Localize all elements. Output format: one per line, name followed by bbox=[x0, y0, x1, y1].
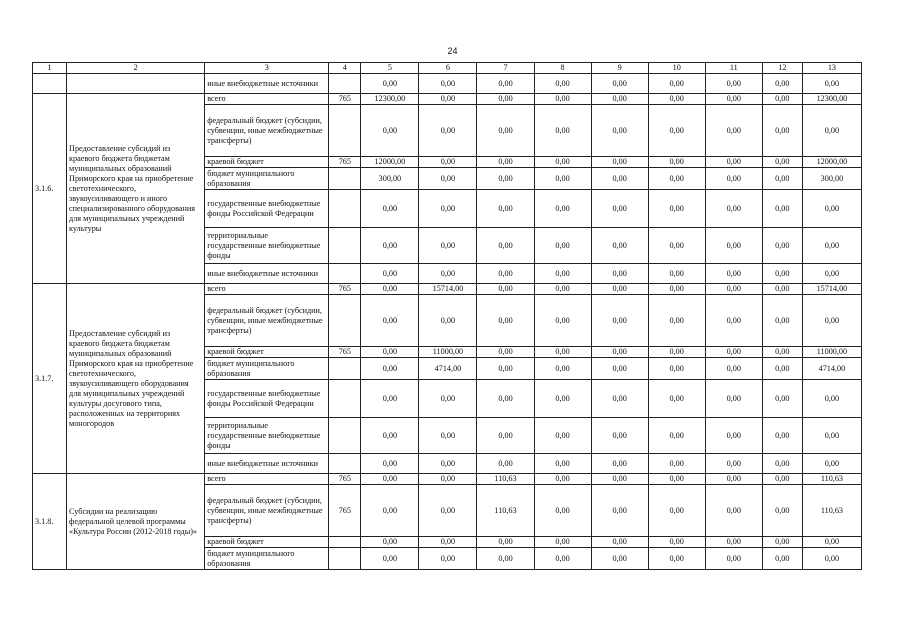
amount-cell: 0,00 bbox=[762, 264, 802, 284]
amount-cell: 0,00 bbox=[762, 358, 802, 380]
funding-source: всего bbox=[205, 284, 329, 295]
amount-cell: 0,00 bbox=[591, 358, 648, 380]
amount-cell: 0,00 bbox=[762, 284, 802, 295]
amount-cell: 0,00 bbox=[477, 94, 534, 105]
funding-source: иные внебюджетные источники bbox=[205, 74, 329, 94]
amount-cell: 0,00 bbox=[419, 228, 477, 264]
funding-source: государственные внебюджетные фонды Российской Федерации bbox=[205, 190, 329, 228]
amount-cell: 0,00 bbox=[648, 537, 705, 548]
amount-cell: 0,00 bbox=[802, 418, 861, 454]
amount-cell: 0,00 bbox=[762, 94, 802, 105]
amount-cell: 0,00 bbox=[648, 347, 705, 358]
amount-cell: 0,00 bbox=[419, 168, 477, 190]
amount-cell: 0,00 bbox=[762, 157, 802, 168]
amount-cell: 0,00 bbox=[591, 548, 648, 570]
amount-cell: 110,63 bbox=[802, 485, 861, 537]
amount-cell: 11000,00 bbox=[802, 347, 861, 358]
amount-cell: 15714,00 bbox=[802, 284, 861, 295]
amount-cell: 0,00 bbox=[591, 94, 648, 105]
amount-cell: 0,00 bbox=[762, 537, 802, 548]
amount-cell: 110,63 bbox=[477, 485, 534, 537]
table-row bbox=[33, 74, 862, 94]
budget-code: 765 bbox=[329, 157, 361, 168]
amount-cell: 0,00 bbox=[534, 105, 591, 157]
item-description: Предоставление субсидий из краевого бюджета бюджетам муниципальных образований Приморского края на приобретение светотехнического, звукоусиливающего и иного специализированного оборудования для муниципальных учреждений культуры bbox=[67, 94, 205, 284]
amount-cell: 0,00 bbox=[477, 264, 534, 284]
item-code: 3.1.8. bbox=[33, 474, 67, 570]
amount-cell: 0,00 bbox=[648, 157, 705, 168]
amount-cell: 0,00 bbox=[705, 284, 762, 295]
budget-code bbox=[329, 168, 361, 190]
amount-cell: 300,00 bbox=[802, 168, 861, 190]
budget-code bbox=[329, 228, 361, 264]
amount-cell: 12000,00 bbox=[802, 157, 861, 168]
funding-source: иные внебюджетные источники bbox=[205, 264, 329, 284]
amount-cell: 0,00 bbox=[534, 537, 591, 548]
amount-cell: 0,00 bbox=[419, 94, 477, 105]
amount-cell: 0,00 bbox=[419, 537, 477, 548]
column-number-10: 10 bbox=[648, 63, 705, 74]
column-number-12: 12 bbox=[762, 63, 802, 74]
amount-cell: 12300,00 bbox=[361, 94, 419, 105]
table-row bbox=[33, 284, 862, 295]
amount-cell: 0,00 bbox=[705, 380, 762, 418]
amount-cell: 0,00 bbox=[705, 485, 762, 537]
amount-cell: 0,00 bbox=[419, 380, 477, 418]
amount-cell: 0,00 bbox=[361, 105, 419, 157]
amount-cell: 0,00 bbox=[419, 485, 477, 537]
column-number-7: 7 bbox=[477, 63, 534, 74]
amount-cell: 0,00 bbox=[534, 474, 591, 485]
amount-cell: 0,00 bbox=[419, 74, 477, 94]
amount-cell: 0,00 bbox=[648, 228, 705, 264]
amount-cell: 0,00 bbox=[705, 94, 762, 105]
amount-cell: 0,00 bbox=[361, 418, 419, 454]
budget-code: 765 bbox=[329, 94, 361, 105]
amount-cell: 0,00 bbox=[648, 168, 705, 190]
budget-code bbox=[329, 295, 361, 347]
funding-source: бюджет муниципального образования bbox=[205, 548, 329, 570]
funding-source: всего bbox=[205, 94, 329, 105]
amount-cell: 0,00 bbox=[648, 94, 705, 105]
amount-cell: 0,00 bbox=[802, 105, 861, 157]
amount-cell: 0,00 bbox=[534, 157, 591, 168]
funding-source: территориальные государственные внебюджетные фонды bbox=[205, 418, 329, 454]
amount-cell: 0,00 bbox=[705, 295, 762, 347]
amount-cell: 0,00 bbox=[705, 474, 762, 485]
item-description bbox=[67, 74, 205, 94]
amount-cell: 0,00 bbox=[419, 295, 477, 347]
amount-cell: 110,63 bbox=[477, 474, 534, 485]
amount-cell: 0,00 bbox=[419, 190, 477, 228]
amount-cell: 0,00 bbox=[534, 485, 591, 537]
column-number-9: 9 bbox=[591, 63, 648, 74]
amount-cell: 0,00 bbox=[534, 94, 591, 105]
amount-cell: 0,00 bbox=[534, 74, 591, 94]
amount-cell: 15714,00 bbox=[419, 284, 477, 295]
amount-cell: 0,00 bbox=[762, 295, 802, 347]
amount-cell: 0,00 bbox=[762, 418, 802, 454]
amount-cell: 0,00 bbox=[534, 284, 591, 295]
amount-cell: 0,00 bbox=[762, 485, 802, 537]
amount-cell: 0,00 bbox=[477, 537, 534, 548]
amount-cell: 0,00 bbox=[591, 454, 648, 474]
amount-cell: 0,00 bbox=[477, 347, 534, 358]
amount-cell: 0,00 bbox=[477, 190, 534, 228]
amount-cell: 0,00 bbox=[762, 105, 802, 157]
amount-cell: 0,00 bbox=[802, 537, 861, 548]
amount-cell: 0,00 bbox=[361, 537, 419, 548]
amount-cell: 0,00 bbox=[705, 454, 762, 474]
budget-code bbox=[329, 105, 361, 157]
funding-source: государственные внебюджетные фонды Российской Федерации bbox=[205, 380, 329, 418]
budget-code bbox=[329, 418, 361, 454]
amount-cell: 0,00 bbox=[648, 454, 705, 474]
funding-source: краевой бюджет bbox=[205, 347, 329, 358]
budget-code: 765 bbox=[329, 347, 361, 358]
amount-cell: 0,00 bbox=[419, 474, 477, 485]
amount-cell: 0,00 bbox=[802, 74, 861, 94]
amount-cell: 0,00 bbox=[762, 548, 802, 570]
amount-cell: 0,00 bbox=[477, 284, 534, 295]
amount-cell: 0,00 bbox=[477, 228, 534, 264]
amount-cell: 0,00 bbox=[591, 168, 648, 190]
budget-code bbox=[329, 264, 361, 284]
amount-cell: 0,00 bbox=[361, 548, 419, 570]
amount-cell: 0,00 bbox=[648, 295, 705, 347]
amount-cell: 0,00 bbox=[591, 190, 648, 228]
amount-cell: 0,00 bbox=[361, 284, 419, 295]
amount-cell: 0,00 bbox=[477, 105, 534, 157]
column-number-2: 2 bbox=[67, 63, 205, 74]
amount-cell: 0,00 bbox=[705, 548, 762, 570]
amount-cell: 0,00 bbox=[802, 380, 861, 418]
amount-cell: 0,00 bbox=[534, 454, 591, 474]
table-row bbox=[33, 474, 862, 485]
budget-code: 765 bbox=[329, 284, 361, 295]
budget-code bbox=[329, 74, 361, 94]
amount-cell: 0,00 bbox=[591, 264, 648, 284]
funding-source: федеральный бюджет (субсидии, субвенции, иные межбюджетные трансферты) bbox=[205, 105, 329, 157]
column-number-3: 3 bbox=[205, 63, 329, 74]
amount-cell: 4714,00 bbox=[802, 358, 861, 380]
amount-cell: 0,00 bbox=[477, 454, 534, 474]
amount-cell: 0,00 bbox=[534, 295, 591, 347]
amount-cell: 0,00 bbox=[419, 454, 477, 474]
amount-cell: 0,00 bbox=[705, 168, 762, 190]
amount-cell: 11000,00 bbox=[419, 347, 477, 358]
amount-cell: 0,00 bbox=[802, 228, 861, 264]
amount-cell: 0,00 bbox=[762, 474, 802, 485]
amount-cell: 0,00 bbox=[419, 264, 477, 284]
amount-cell: 0,00 bbox=[534, 548, 591, 570]
amount-cell: 0,00 bbox=[648, 358, 705, 380]
amount-cell: 0,00 bbox=[648, 264, 705, 284]
amount-cell: 0,00 bbox=[802, 190, 861, 228]
amount-cell: 0,00 bbox=[705, 228, 762, 264]
amount-cell: 0,00 bbox=[591, 284, 648, 295]
amount-cell: 0,00 bbox=[361, 358, 419, 380]
amount-cell: 0,00 bbox=[591, 347, 648, 358]
amount-cell: 12000,00 bbox=[361, 157, 419, 168]
funding-source: краевой бюджет bbox=[205, 537, 329, 548]
amount-cell: 0,00 bbox=[419, 157, 477, 168]
amount-cell: 0,00 bbox=[591, 74, 648, 94]
column-number-1: 1 bbox=[33, 63, 67, 74]
amount-cell: 110,63 bbox=[802, 474, 861, 485]
funding-source: бюджет муниципального образования bbox=[205, 168, 329, 190]
amount-cell: 0,00 bbox=[591, 537, 648, 548]
budget-code bbox=[329, 380, 361, 418]
amount-cell: 0,00 bbox=[705, 358, 762, 380]
amount-cell: 0,00 bbox=[648, 105, 705, 157]
budget-code bbox=[329, 537, 361, 548]
funding-source: федеральный бюджет (субсидии, субвенции, иные межбюджетные трансферты) bbox=[205, 295, 329, 347]
amount-cell: 0,00 bbox=[477, 168, 534, 190]
amount-cell: 0,00 bbox=[591, 228, 648, 264]
amount-cell: 0,00 bbox=[591, 418, 648, 454]
amount-cell: 0,00 bbox=[705, 264, 762, 284]
amount-cell: 0,00 bbox=[705, 190, 762, 228]
funding-source: бюджет муниципального образования bbox=[205, 358, 329, 380]
amount-cell: 0,00 bbox=[477, 380, 534, 418]
amount-cell: 0,00 bbox=[361, 380, 419, 418]
item-code: 3.1.7. bbox=[33, 284, 67, 474]
funding-source: краевой бюджет bbox=[205, 157, 329, 168]
amount-cell: 4714,00 bbox=[419, 358, 477, 380]
column-number-6: 6 bbox=[419, 63, 477, 74]
amount-cell: 0,00 bbox=[361, 295, 419, 347]
amount-cell: 0,00 bbox=[477, 548, 534, 570]
column-number-13: 13 bbox=[802, 63, 861, 74]
budget-code bbox=[329, 548, 361, 570]
amount-cell: 12300,00 bbox=[802, 94, 861, 105]
amount-cell: 0,00 bbox=[802, 295, 861, 347]
amount-cell: 0,00 bbox=[361, 485, 419, 537]
amount-cell: 0,00 bbox=[648, 190, 705, 228]
amount-cell: 0,00 bbox=[477, 74, 534, 94]
amount-cell: 0,00 bbox=[705, 74, 762, 94]
amount-cell: 0,00 bbox=[705, 418, 762, 454]
amount-cell: 0,00 bbox=[361, 74, 419, 94]
amount-cell: 0,00 bbox=[361, 454, 419, 474]
amount-cell: 0,00 bbox=[705, 157, 762, 168]
amount-cell: 0,00 bbox=[648, 284, 705, 295]
amount-cell: 0,00 bbox=[534, 358, 591, 380]
funding-source: иные внебюджетные источники bbox=[205, 454, 329, 474]
amount-cell: 0,00 bbox=[648, 418, 705, 454]
column-number-4: 4 bbox=[329, 63, 361, 74]
amount-cell: 0,00 bbox=[591, 295, 648, 347]
amount-cell: 0,00 bbox=[361, 264, 419, 284]
funding-source: федеральный бюджет (субсидии, субвенции, иные межбюджетные трансферты) bbox=[205, 485, 329, 537]
amount-cell: 0,00 bbox=[648, 74, 705, 94]
item-description: Предоставление субсидий из краевого бюджета бюджетам муниципальных образований Приморского края на приобретение светотехнического, звукоусиливающего оборудования для муниципальных учреждений культуры досугового типа, расположенных на территориях моногородов bbox=[67, 284, 205, 474]
amount-cell: 0,00 bbox=[534, 380, 591, 418]
amount-cell: 0,00 bbox=[802, 264, 861, 284]
item-code bbox=[33, 74, 67, 94]
amount-cell: 0,00 bbox=[762, 454, 802, 474]
amount-cell: 0,00 bbox=[591, 485, 648, 537]
amount-cell: 0,00 bbox=[762, 380, 802, 418]
amount-cell: 0,00 bbox=[534, 168, 591, 190]
amount-cell: 0,00 bbox=[361, 228, 419, 264]
budget-code bbox=[329, 190, 361, 228]
amount-cell: 300,00 bbox=[361, 168, 419, 190]
amount-cell: 0,00 bbox=[705, 105, 762, 157]
table-row bbox=[33, 94, 862, 105]
amount-cell: 0,00 bbox=[361, 474, 419, 485]
amount-cell: 0,00 bbox=[802, 454, 861, 474]
column-number-8: 8 bbox=[534, 63, 591, 74]
amount-cell: 0,00 bbox=[591, 105, 648, 157]
column-number-5: 5 bbox=[361, 63, 419, 74]
amount-cell: 0,00 bbox=[762, 74, 802, 94]
budget-code bbox=[329, 454, 361, 474]
amount-cell: 0,00 bbox=[361, 347, 419, 358]
amount-cell: 0,00 bbox=[705, 347, 762, 358]
funding-source: территориальные государственные внебюджетные фонды bbox=[205, 228, 329, 264]
amount-cell: 0,00 bbox=[477, 157, 534, 168]
amount-cell: 0,00 bbox=[762, 347, 802, 358]
item-code: 3.1.6. bbox=[33, 94, 67, 284]
amount-cell: 0,00 bbox=[762, 168, 802, 190]
amount-cell: 0,00 bbox=[477, 358, 534, 380]
item-description: Субсидии на реализацию федеральной целевой программы «Культура России (2012-2018 годы)» bbox=[67, 474, 205, 570]
amount-cell: 0,00 bbox=[534, 190, 591, 228]
amount-cell: 0,00 bbox=[591, 474, 648, 485]
amount-cell: 0,00 bbox=[648, 474, 705, 485]
budget-code: 765 bbox=[329, 474, 361, 485]
page-number: 24 bbox=[447, 46, 458, 56]
budget-code: 765 bbox=[329, 485, 361, 537]
amount-cell: 0,00 bbox=[762, 190, 802, 228]
amount-cell: 0,00 bbox=[419, 418, 477, 454]
amount-cell: 0,00 bbox=[705, 537, 762, 548]
amount-cell: 0,00 bbox=[534, 264, 591, 284]
column-number-row bbox=[33, 63, 862, 74]
amount-cell: 0,00 bbox=[648, 485, 705, 537]
amount-cell: 0,00 bbox=[477, 418, 534, 454]
amount-cell: 0,00 bbox=[648, 548, 705, 570]
budget-code bbox=[329, 358, 361, 380]
amount-cell: 0,00 bbox=[534, 228, 591, 264]
amount-cell: 0,00 bbox=[802, 548, 861, 570]
budget-table bbox=[32, 62, 862, 570]
amount-cell: 0,00 bbox=[591, 157, 648, 168]
amount-cell: 0,00 bbox=[477, 295, 534, 347]
amount-cell: 0,00 bbox=[361, 190, 419, 228]
column-number-11: 11 bbox=[705, 63, 762, 74]
amount-cell: 0,00 bbox=[648, 380, 705, 418]
funding-source: всего bbox=[205, 474, 329, 485]
amount-cell: 0,00 bbox=[762, 228, 802, 264]
amount-cell: 0,00 bbox=[419, 548, 477, 570]
amount-cell: 0,00 bbox=[591, 380, 648, 418]
amount-cell: 0,00 bbox=[419, 105, 477, 157]
amount-cell: 0,00 bbox=[534, 347, 591, 358]
amount-cell: 0,00 bbox=[534, 418, 591, 454]
